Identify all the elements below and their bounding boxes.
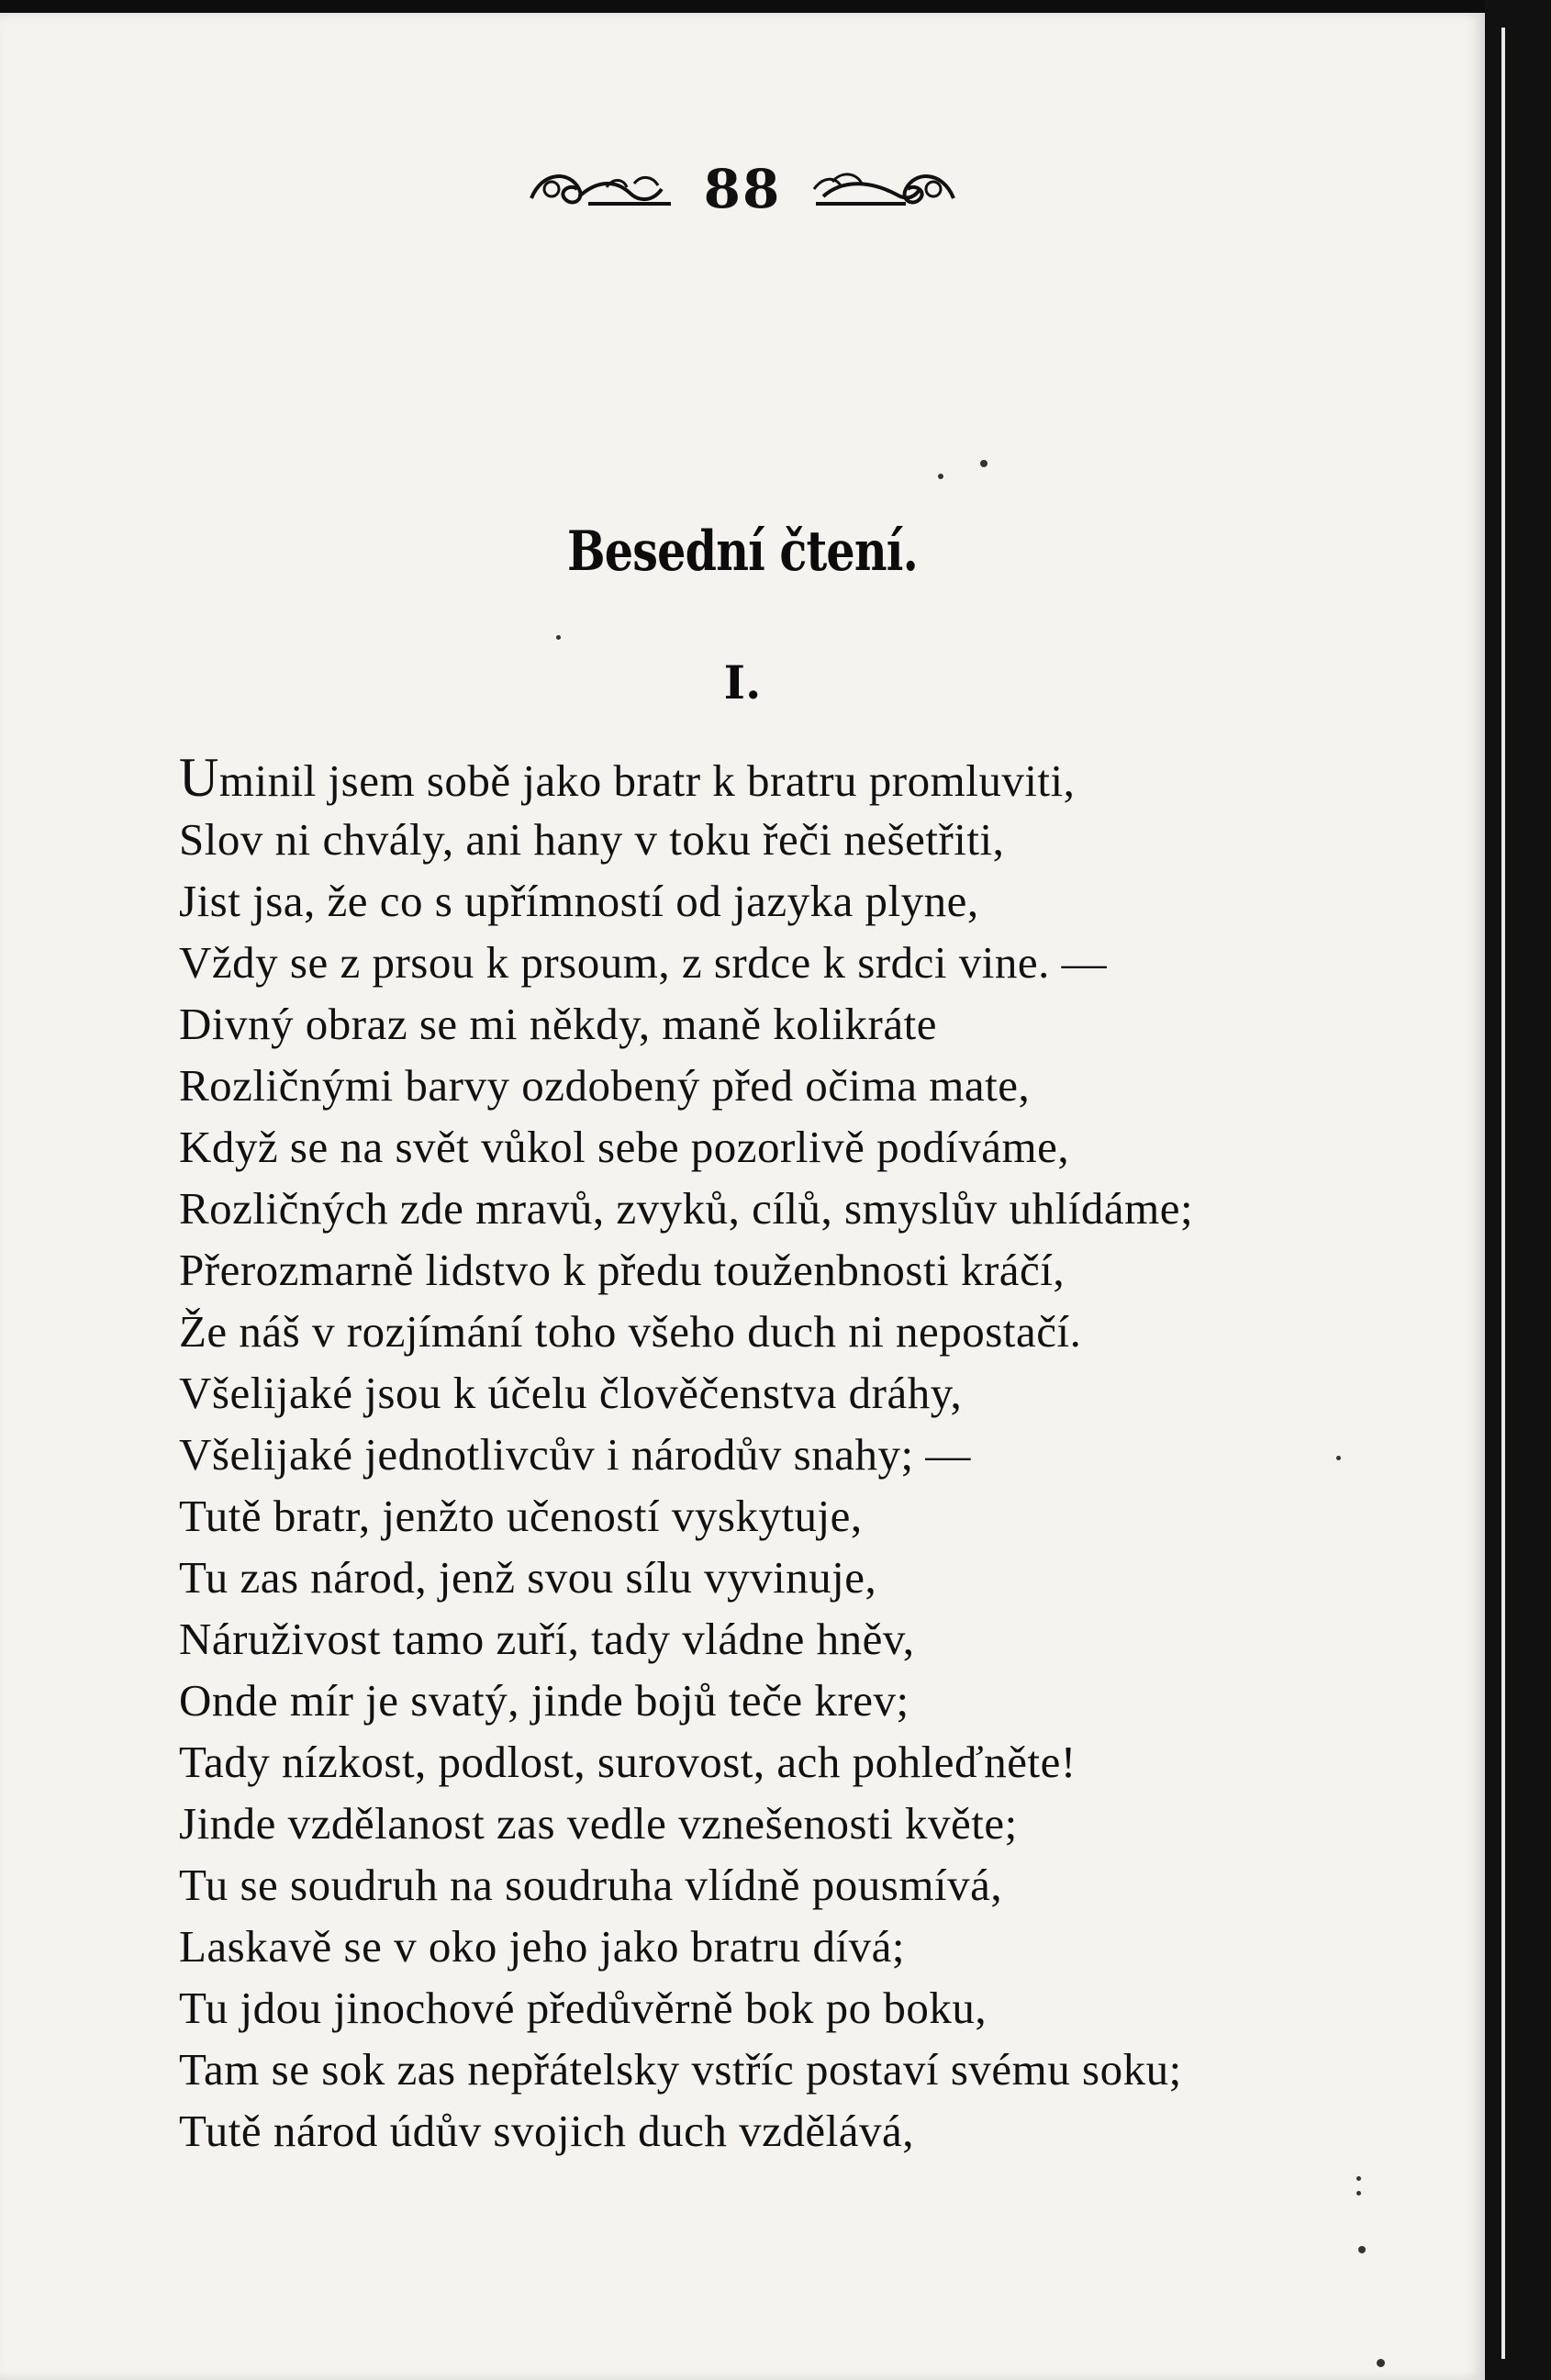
poem-line: Rozličnými barvy ozdobený před očima mate, (179, 1060, 1031, 1111)
book-page (0, 13, 1485, 2380)
page-number: 88 (703, 158, 782, 220)
poem-line: Tu jdou jinochové předůvěrně bok po boku, (179, 1983, 988, 2033)
scan-speck (1356, 2191, 1361, 2196)
page-title: Besední čtení. (567, 520, 918, 584)
poem-line: Přerozmarně lidstvo k předu touženbnosti kráčí, (179, 1245, 1066, 1295)
poem-line: Jinde vzdělanost zas vedle vznešenosti květe; (179, 1798, 1018, 1849)
scan-speck (1377, 2359, 1385, 2367)
poem-line: Vždy se z prsou k prsoum, z srdce k srdci vine. — (179, 937, 1108, 988)
poem-line: Že náš v rozjímání toho všeho duch ni nepostačí. (179, 1306, 1082, 1357)
scan-speck (1356, 2176, 1361, 2181)
poem-body (179, 747, 1354, 2162)
scan-speck (938, 474, 943, 479)
poem-line: Tam se sok zas nepřátelsky vstříc postaví svému soku; (179, 2044, 1182, 2095)
left-ornament-icon (524, 162, 680, 217)
poem-line: Onde mír je svatý, jinde bojů teče krev; (179, 1675, 909, 1726)
poem-line: Divný obraz se mi někdy, maně kolikráte (179, 999, 937, 1049)
next-page-edge (1501, 28, 1505, 2359)
section-number: I. (723, 655, 762, 710)
poem-line: Tady nízkost, podlost, surovost, ach pohleďněte! (179, 1737, 1077, 1787)
poem-line: Jist jsa, že co s upřímností od jazyka plyne, (179, 876, 979, 926)
poem-line: Rozličných zde mravů, zvyků, cílů, smyslův uhlídáme; (179, 1183, 1194, 1234)
poem-line: Všelijaké jednotlivcův i národův snahy; — (179, 1429, 971, 1480)
scan-speck (556, 635, 561, 640)
scan-speck (1358, 2246, 1366, 2253)
scan-top-edge (0, 0, 1551, 13)
right-ornament-icon (805, 162, 961, 217)
poem-line: Všelijaké jsou k účelu člověčenstva dráhy, (179, 1368, 963, 1418)
poem-line: Náruživost tamo zuří, tady vládne hněv, (179, 1614, 915, 1664)
poem-line: Když se na svět vůkol sebe pozorlivě podíváme, (179, 1122, 1070, 1172)
poem-line: Tutě bratr, jenžto učeností vyskytuje, (179, 1491, 863, 1541)
running-header (0, 158, 1485, 220)
poem-line: Uminil jsem sobě jako bratr k bratru promluviti, (179, 747, 1076, 808)
poem-line: Tu zas národ, jenž svou sílu vyvinuje, (179, 1552, 877, 1603)
scan-speck (1336, 1456, 1341, 1460)
scan-right-edge (1485, 0, 1551, 2380)
poem-line: Laskavě se v oko jeho jako bratru dívá; (179, 1921, 906, 1972)
poem-line: Slov ni chvály, ani hany v toku řeči nešetřiti, (179, 814, 1005, 865)
scan-speck (980, 460, 988, 467)
poem-line: Tu se soudruh na soudruha vlídně pousmívá, (179, 1860, 1003, 1910)
poem-line: Tutě národ údův svojich duch vzdělává, (179, 2106, 915, 2156)
